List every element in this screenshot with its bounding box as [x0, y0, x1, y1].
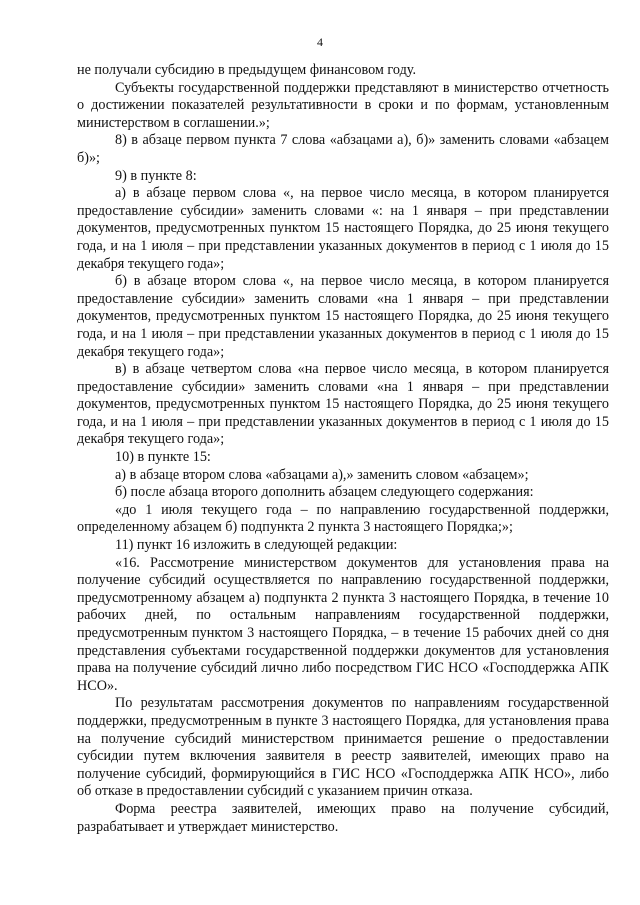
paragraph: 9) в пункте 8:	[115, 167, 197, 184]
paragraph: «16. Рассмотрение министерством документов для установления права на получение субсидий осуществляется по направлению государственной поддержки, предусмотренному абзацем а) подпункта 2 пункта 3 настоящего Порядка, в течение 10 рабочих дней, по остальным направлениям государственной поддержки, предусмотренным пунктом 3 настоящего Порядка, – в течение 15 рабочих дней со дня представления субъектами государственной поддержки документов для установления права на получение субсидий лично либо посредством ГИС НСО «Господдержка АПК НСО».	[77, 554, 609, 694]
page-number: 4	[317, 35, 323, 49]
paragraph: 8) в абзаце первом пункта 7 слова «абзацами а), б)» заменить словами «абзацем б)»;	[77, 132, 609, 166]
paragraph: По результатам рассмотрения документов по направлениям государственной поддержки, предусмотренным в пункте 3 настоящего Порядка, для установления права на получение субсидий министерством принимается решение о предоставлении субсидии путем включения заявителя в реестр заявителей, имеющих право на получение субсидий, формирующийся в ГИС НСО «Господдержка АПК НСО», либо об отказе в предоставлении субсидий с указанием причин отказа.	[77, 695, 609, 800]
paragraph: Субъекты государственной поддержки представляют в министерство отчетность о достижении показателей результативности в сроки и по формам, установленным министерством в соглашении.»;	[77, 79, 609, 131]
paragraph: не получали субсидию в предыдущем финансовом году.	[77, 62, 417, 78]
paragraph: 10) в пункте 15:	[115, 449, 211, 466]
paragraph: в) в абзаце четвертом слова «на первое число месяца, в котором планируется предоставление субсидии» заменить словами «на 1 января – при представлении документов, предусмотренных пунктом 15 настоящего Порядка, до 25 июня текущего года, и на 1 июля – при представлении указанных документов в период с 1 июля до 15 декабря текущего года»;	[77, 361, 609, 448]
paragraph: б) после абзаца второго дополнить абзацем следующего содержания:	[115, 484, 534, 501]
document-body	[77, 62, 609, 836]
paragraph: 11) пункт 16 изложить в следующей редакции:	[115, 537, 398, 554]
paragraph: а) в абзаце втором слова «абзацами а),» заменить словом «абзацем»;	[115, 466, 529, 483]
paragraph: «до 1 июля текущего года – по направлению государственной поддержки, определенному абзацем б) подпункта 2 пункта 3 настоящего Порядка;»;	[77, 501, 609, 536]
paragraph: а) в абзаце первом слова «, на первое число месяца, в котором планируется предоставление субсидии» заменить словами «: на 1 января – при представлении документов, предусмотренных пунктом 15 настоящего Порядка, до 25 июня текущего года, и на 1 июля – при представлении указанных документов в период с 1 июля до 15 декабря текущего года»;	[77, 185, 609, 272]
paragraph: б) в абзаце втором слова «, на первое число месяца, в котором планируется предоставление субсидии» заменить словами «на 1 января – при представлении документов, предусмотренных пунктом 15 настоящего Порядка, до 25 июня текущего года, и на 1 июля – при представлении указанных документов в период с 1 июля до 15 декабря текущего года»;	[77, 273, 609, 360]
paragraph: Форма реестра заявителей, имеющих право на получение субсидий, разрабатывает и утверждает министерство.	[77, 800, 609, 835]
